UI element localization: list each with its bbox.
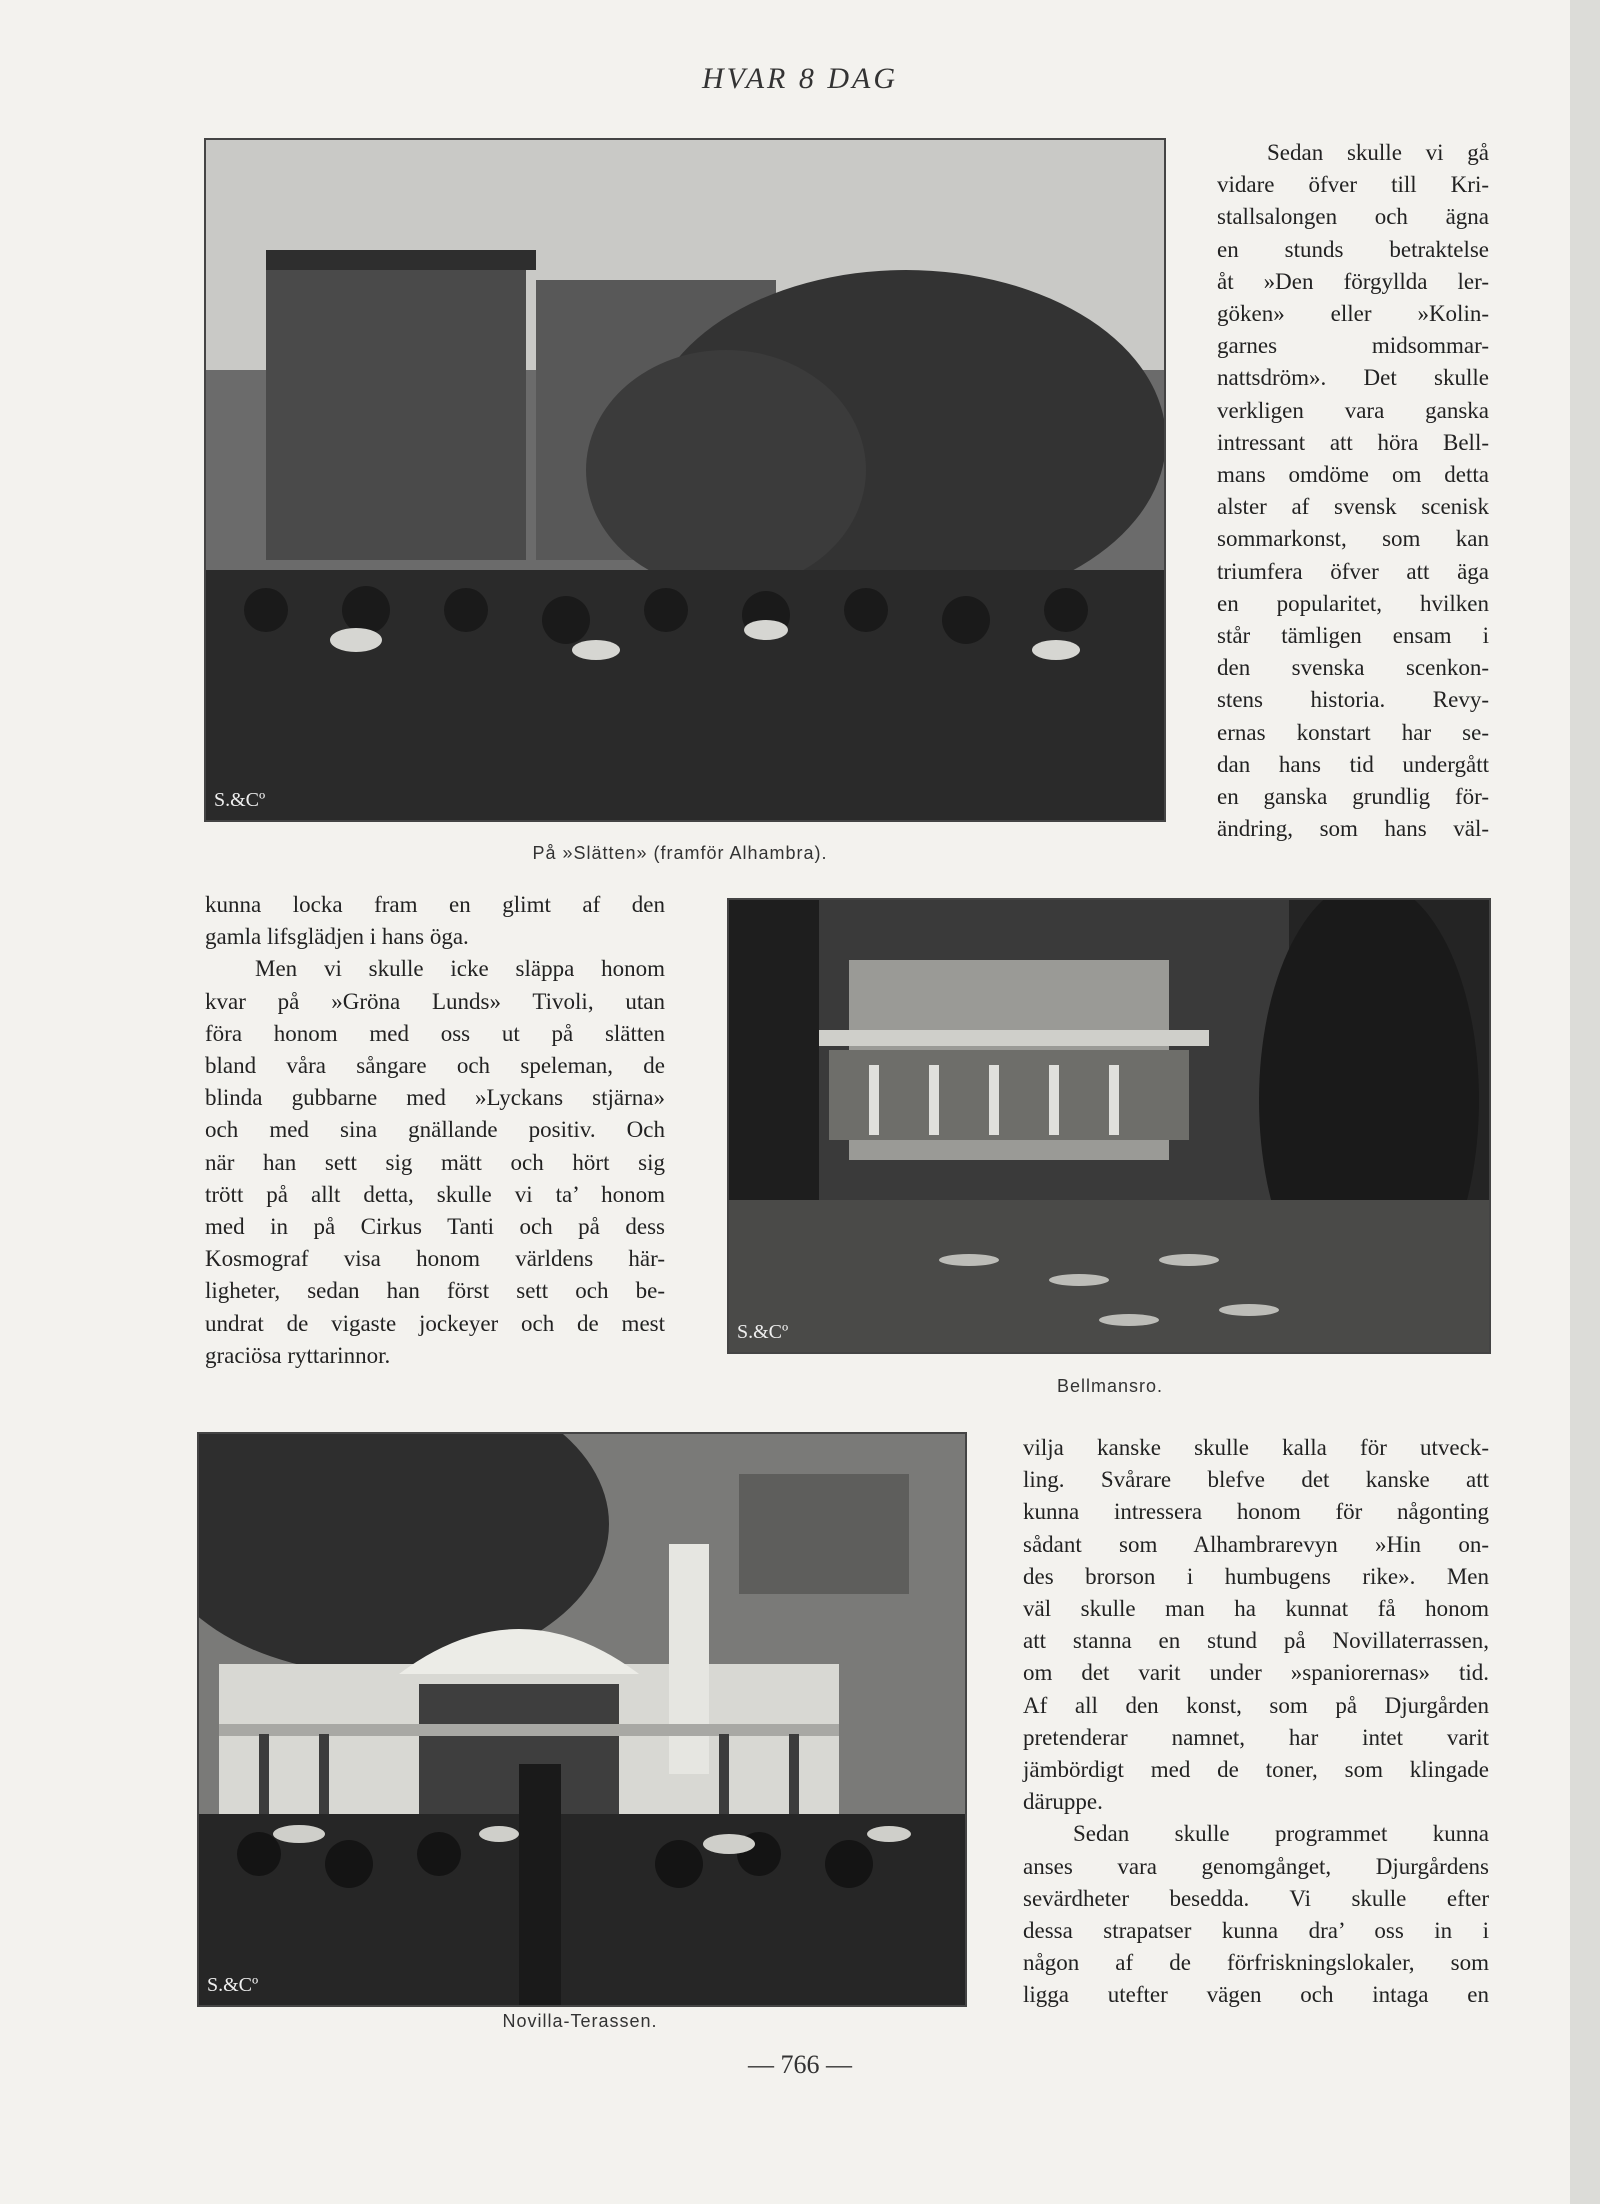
text-line: åt »Den förgyllda ler-: [1217, 268, 1489, 294]
text-line: en stunds betraktelse: [1217, 236, 1489, 262]
caption-slatten: På »Slätten» (framför Alhambra).: [532, 843, 828, 863]
text-line: bland våra sångare och speleman, de: [205, 1053, 665, 1079]
text-column-right-bottom: [1023, 1432, 1489, 2012]
text-line: står tämligen ensam i: [1217, 623, 1489, 649]
photo-mark: S.&Cº: [207, 1974, 259, 1996]
text-line: jämbördigt med de toner, som klingade: [1023, 1757, 1489, 1783]
text-line: kunna intressera honom för någonting: [1023, 1499, 1489, 1525]
text-line: stens historia. Revy-: [1217, 687, 1489, 713]
text-line: om det varit under »spaniorernas» tid.: [1023, 1660, 1489, 1686]
text-line: vidare öfver till Kri-: [1217, 172, 1489, 198]
text-line: triumfera öfver att äga: [1217, 558, 1489, 584]
novilla-illustration: [199, 1434, 965, 2005]
text-line: blinda gubbarne med »Lyckans stjärna»: [205, 1085, 665, 1111]
text-line: alster af svensk scenisk: [1217, 494, 1489, 520]
text-line: garnes midsommar-: [1217, 333, 1489, 359]
text-line: att stanna en stund på Novillaterrassen,: [1023, 1628, 1489, 1654]
text-column-right-top: [1217, 137, 1489, 845]
text-line: Sedan skulle vi gå: [1267, 140, 1489, 165]
text-line: kvar på »Gröna Lunds» Tivoli, utan: [205, 988, 665, 1014]
text-line: ling. Svårare blefve det kanske att: [1023, 1467, 1489, 1493]
text-line: anses vara genomgånget, Djurgårdens: [1023, 1853, 1489, 1879]
text-line: Af all den konst, som på Djurgården: [1023, 1692, 1489, 1718]
text-line: pretenderar namnet, har intet varit: [1023, 1724, 1489, 1750]
page-number: — 766 —: [748, 2050, 852, 2079]
text-line: med in på Cirkus Tanti och på dess: [205, 1214, 665, 1240]
text-line: dan hans tid undergått: [1217, 751, 1489, 777]
slatten-illustration: [206, 140, 1164, 820]
text-line: gamla lifsglädjen i hans öga.: [205, 924, 469, 950]
text-line: ändring, som hans väl-: [1217, 816, 1489, 842]
text-line: dessa strapatser kunna dra’ oss in i: [1023, 1918, 1489, 1944]
text-line: kunna locka fram en glimt af den: [205, 892, 665, 917]
caption-novilla: Novilla-Terassen.: [502, 2011, 658, 2031]
text-line: sådant som Alhambrarevyn »Hin on-: [1023, 1531, 1489, 1557]
photo-mark: S.&Cº: [737, 1321, 789, 1343]
text-line: nattsdröm». Det skulle: [1217, 365, 1489, 391]
text-column-left-middle: [205, 889, 665, 1372]
text-line: graciösa ryttarinnor.: [205, 1342, 391, 1368]
text-line: Sedan skulle programmet kunna: [1073, 1821, 1489, 1847]
photo-novilla: [197, 1432, 967, 2007]
page-edge: [1570, 0, 1600, 2204]
text-line: göken» eller »Kolin-: [1217, 301, 1489, 327]
text-line: verkligen vara ganska: [1217, 397, 1489, 423]
text-line: Kosmograf visa honom världens här-: [205, 1246, 665, 1272]
text-line: någon af de förfriskningslokaler, som: [1023, 1950, 1489, 1976]
text-line: och med sina gnällande positiv. Och: [205, 1117, 665, 1143]
text-line: undrat de vigaste jockeyer och de mest: [205, 1310, 665, 1336]
text-line: en ganska grundlig för-: [1217, 784, 1489, 810]
text-line: föra honom med oss ut på slätten: [205, 1020, 665, 1046]
text-line: sommarkonst, som kan: [1217, 526, 1489, 552]
text-line: ligheter, sedan han först sett och be-: [205, 1278, 665, 1304]
text-line: en popularitet, hvilken: [1217, 590, 1489, 616]
text-line: stallsalongen och ägna: [1217, 204, 1489, 230]
running-head: HVAR 8 DAG: [701, 62, 899, 95]
photo-slatten: [204, 138, 1166, 822]
text-line: ligga utefter vägen och intaga en: [1023, 1982, 1489, 2008]
text-line: mans omdöme om detta: [1217, 462, 1489, 488]
text-line: Men vi skulle icke släppa honom: [255, 956, 665, 982]
bellmansro-illustration: [729, 900, 1489, 1352]
text-line: den svenska scenkon-: [1217, 655, 1489, 681]
caption-bellmansro: Bellmansro.: [1056, 1376, 1164, 1396]
text-line: vilja kanske skulle kalla för utveck-: [1023, 1435, 1489, 1460]
text-line: ernas konstart har se-: [1217, 719, 1489, 745]
text-line: däruppe.: [1023, 1789, 1103, 1815]
text-line: intressant att höra Bell-: [1217, 429, 1489, 455]
text-line: väl skulle man ha kunnat få honom: [1023, 1596, 1489, 1622]
text-line: när han sett sig mätt och hört sig: [205, 1149, 665, 1175]
text-line: des brorson i humbugens rike». Men: [1023, 1563, 1489, 1589]
photo-mark: S.&Cº: [214, 789, 266, 811]
text-line: trött på allt detta, skulle vi ta’ honom: [205, 1181, 665, 1207]
text-line: sevärdheter besedda. Vi skulle efter: [1023, 1885, 1489, 1911]
photo-bellmansro: [727, 898, 1491, 1354]
